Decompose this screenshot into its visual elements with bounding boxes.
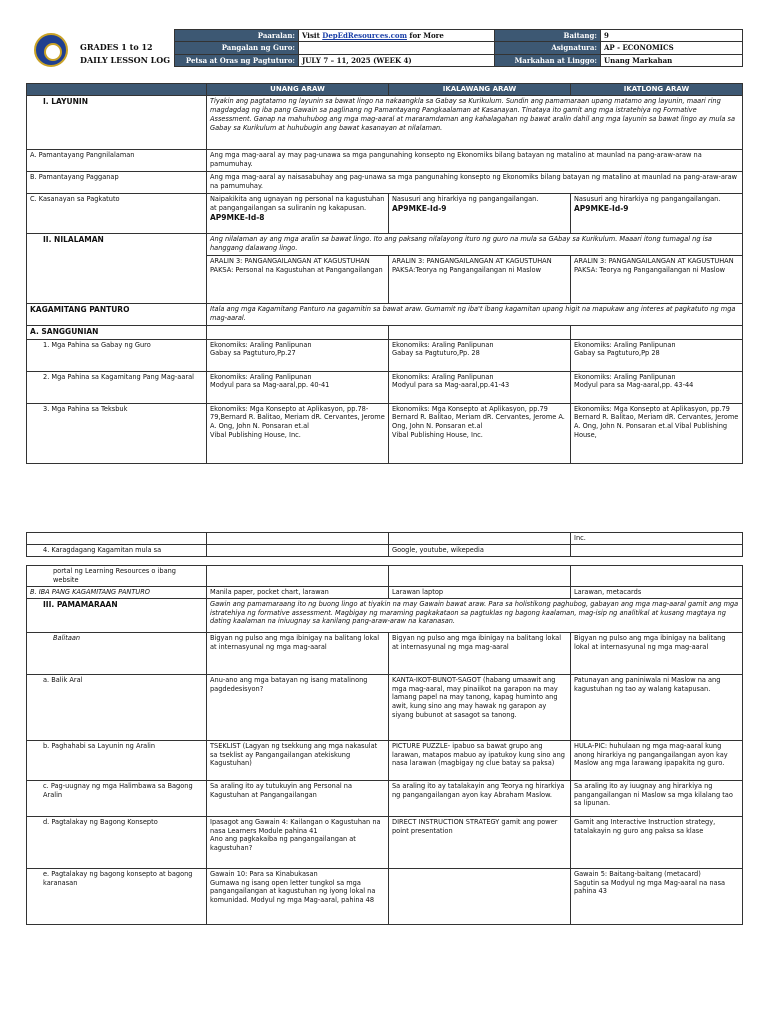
markahan-label: Markahan at Linggo: (495, 54, 601, 66)
teksbuk-label: 3. Mga Pahina sa Teksbuk (27, 403, 207, 463)
baitang-label: Baitang: (495, 30, 601, 42)
portal-day3 (571, 566, 743, 587)
paguugnay-day2: Sa araling ito ay tatalakayin ang Teorya ng hirarkiya ng pangangailangan ayon kay Abraham Maslow. (389, 780, 571, 816)
kagamitan-label: KAGAMITANG PANTURO (27, 304, 207, 326)
guro-label: Pangalan ng Guro: (175, 42, 299, 54)
balitaan-day1: Bigyan ng pulso ang mga ibinigay na balitang lokal at internasyunal ng mga mag-aaral (207, 632, 389, 674)
blank-cell (27, 533, 207, 545)
paghahabi-day1: TSEKLIST (Lagyan ng tsekkung ang mga nakasulat sa tseklist ay Pangangailangan atekiskung Kagustuhan) (207, 740, 389, 780)
pangnilalaman-text: Ang mga mag-aaral ay may pag-unawa sa mga pangunahing konsepto ng Ekonomiks bilang batayan ng matalino at maunlad na pang-araw-araw na pamumuhay. (207, 150, 743, 172)
pangnilalaman-label: A. Pamantayang Pangnilalaman (27, 150, 207, 172)
blank-cell (207, 533, 389, 545)
gabay-guro-day3: Ekonomiks: Araling Panlipunan Gabay sa Pagtuturo,Pp 28 (571, 339, 743, 371)
sanggunian-blank (571, 326, 743, 339)
teksbuk-day1: Ekonomiks: Mga Konsepto at Aplikasyon, pp.78-79,Bernard R. Balitao, Meriam dR. Cervantes, Jerome A. Ong, John N. Ponsaran et.al Vibal Publishing House, Inc. (207, 403, 389, 463)
bagong-konsepto-day3: Gawain 5: Baitang-baitang (metacard) Sagutin sa Modyul ng mga Mag-aaral na nasa pahina 43 (571, 868, 743, 924)
kasanayan-day1: Naipakikita ang ugnayan ng personal na kagustuhan at pangangailangan sa suliranin ng kakapusan. AP9MKE-Id-8 (207, 194, 389, 234)
nilalaman-label: II. NILALAMAN (27, 234, 207, 304)
karagdagang-kagamitan-label: 4. Karagdagang Kagamitan mula sa (27, 544, 207, 556)
paguugnay-label: c. Pag-uugnay ng mga Halimbawa sa Bagong Aralin (27, 780, 207, 816)
sanggunian-label: A. SANGGUNIAN (27, 326, 207, 339)
bagong-konsepto-day2 (389, 868, 571, 924)
nilalaman-day2: ARALIN 3: PANGANGAILANGAN AT KAGUSTUHAN PAKSA:Teorya ng Pangangailangan ni Maslow (389, 256, 571, 304)
magaaral-day3: Ekonomiks: Araling Panlipunan Modyul para sa Mag-aaral,pp. 43-44 (571, 371, 743, 403)
lesson-log-table (26, 83, 743, 464)
pagtalakay-day2: DIRECT INSTRUCTION STRATEGY gamit ang power point presentation (389, 816, 571, 868)
paaralan-value: Visit DepEdResources.com for More (299, 30, 495, 42)
balik-aral-day1: Anu-ano ang mga batayan ng isang matalinong pagdedesisyon? (207, 674, 389, 740)
balitaan-day3: Bigyan ng pulso ang mga ibinigay na balitang lokal at internasyunal ng mga mag-aaral (571, 632, 743, 674)
document-title (80, 41, 170, 67)
balik-aral-day2: KANTA-IKOT-BUNOT-SAGOT (habang umaawit ang mga mag-aaral, may pinaiikot na garapon na may lamang papel na may tanong, kapag huminto ang awit, kung sino ang may hawak ng garapon ay siyang bubunot at sasagot sa tanong. (389, 674, 571, 740)
portal-label: portal ng Learning Resources o ibang website (27, 566, 207, 587)
pamamaraan-label: III. PAMAMARAAN (27, 598, 207, 632)
bagong-konsepto-label: e. Pagtalakay ng bagong konsepto at bagong karanasan (27, 868, 207, 924)
competency-code: AP9MKE-Id-8 (210, 213, 265, 223)
markahan-value: Unang Markahan (601, 54, 743, 66)
column-unang-araw: UNANG ARAW (207, 84, 389, 96)
lesson-log-table-continued-top (26, 532, 743, 557)
iba-day3: Larawan, metacards (571, 586, 743, 598)
petsa-value: JULY 7 – 11, 2025 (WEEK 4) (299, 54, 495, 66)
iba-day2: Larawan laptop (389, 586, 571, 598)
sanggunian-blank (389, 326, 571, 339)
header-info-table (174, 29, 743, 67)
depedresources-link[interactable]: DepEdResources.com (322, 31, 407, 40)
pagtalakay-day1: Ipasagot ang Gawain 4: Kailangan o Kagustuhan na nasa Learners Module pahina 41 Ano ang pagkakaiba ng pangangailangan at kagustuhan? (207, 816, 389, 868)
portal-day1 (207, 566, 389, 587)
nilalaman-day3: ARALIN 3: PANGANGAILANGAN AT KAGUSTUHAN PAKSA: Teorya ng Pangangailangan ni Maslow (571, 256, 743, 304)
nilalaman-day1: ARALIN 3: PANGANGAILANGAN AT KAGUSTUHAN PAKSA: Personal na Kagustuhan at Pangangailangan (207, 256, 389, 304)
guro-value (299, 42, 495, 54)
kasanayan-day3: Nasusuri ang hirarkiya ng pangangailangan. AP9MKE-Id-9 (571, 194, 743, 234)
kasanayan-label: C. Kasanayan sa Pagkatuto (27, 194, 207, 234)
kagamitan-text: Itala ang mga Kagamitang Panturo na gagamitin sa bawat araw. Gumamit ng iba't ibang kagamitan upang higit na mapukaw ang interes at pagkatuto ng mga mag-aaral. (207, 304, 743, 326)
competency-code: AP9MKE-Id-9 (392, 204, 447, 214)
baitang-value: 9 (601, 30, 743, 42)
iba-pang-kagamitan-label: B. IBA PANG KAGAMITANG PANTURO (27, 586, 207, 598)
nilalaman-text: Ang nilalaman ay ang mga aralin sa bawat lingo. Ito ang paksang nilalayong ituro ng guro na mula sa GAbay sa Kurikulum. Maaari itong tumagal ng isa hanggang dalawang lingo. (207, 234, 743, 256)
kasanayan-day2: Nasusuri ang hirarkiya ng pangangailangan. AP9MKE-Id-9 (389, 194, 571, 234)
paaralan-label: Paaralan: (175, 30, 299, 42)
pagtalakay-label: d. Pagtalakay ng Bagong Konsepto (27, 816, 207, 868)
pamamaraan-text: Gawin ang pamamaraang ito ng buong lingo at tiyakin na may Gawain bawat araw. Para sa holistikong paghubog, gabayan ang mga mag-aaral gamit ang mga istratehiya ng formative assessment. Magbigay ng maraming pagkakataon sa pagtuklas ng bagong kaalaman, mag-isip ng analitikal at kusang magtaya ng dating kaalaman na iniuugnay sa kanilang pang-araw-araw na karanasan. (207, 598, 743, 632)
karagdagan-day2: Google, youtube, wikepedia (389, 544, 571, 556)
bagong-konsepto-day1: Gawain 10: Para sa Kinabukasan Gumawa ng isang open letter tungkol sa mga pangangailangan at kagustuhan ng iyong lokal na komunidad. Modyul ng mga Mag-aaral, pahina 48 (207, 868, 389, 924)
column-ikatlong-araw: IKATLONG ARAW (571, 84, 743, 96)
portal-day2 (389, 566, 571, 587)
iba-day1: Manila paper, pocket chart, larawan (207, 586, 389, 598)
gabay-guro-day1: Ekonomiks: Araling Panlipunan Gabay sa Pagtuturo,Pp.27 (207, 339, 389, 371)
layunin-text: Tiyakin ang pagtatamo ng layunin sa bawat lingo na nakaangkla sa Gabay sa Kurikulum. Sundin ang pamamaraan upang matamo ang layunin, maari ring magdagdag ng iba pang Gawain sa paglinang ng Pamantayang Pangkaalaman at Kasanayan. Tinataya ito gamit ang mga istratehiya ng Formative Assessment. Ganap na mahuhubog ang mga mag-aaral at mararamdaman ang kahalagahan ng bawat aralin dahil ang mga layunin sa bawat lingo ay mula sa Gabay sa Kurikulum at huhubugin ang bawat kasanayan at nilalaman. (207, 96, 743, 150)
balitaan-day2: Bigyan ng pulso ang mga ibinigay na balitang lokal at internasyunal ng mga mag-aaral (389, 632, 571, 674)
balitaan-label: Balitaan (27, 632, 207, 674)
karagdagan-day3 (571, 544, 743, 556)
teksbuk-continuation: Inc. (571, 533, 743, 545)
paghahabi-day2: PICTURE PUZZLE- ipabuo sa bawat grupo ang larawan, matapos mabuo ay ipatukoy kung sino ang nasa larawan (magbigay ng clue batay sa paksa) (389, 740, 571, 780)
grades-label: GRADES 1 to 12 (80, 42, 153, 52)
blank-cell (389, 533, 571, 545)
paguugnay-day3: Sa araling ito ay iuugnay ang hirarkiya ng pangangailangan ni Maslow sa mga kilalang tao sa lipunan. (571, 780, 743, 816)
asignatura-label: Asignatura: (495, 42, 601, 54)
corner-cell (27, 84, 207, 96)
paghahabi-label: b. Paghahabi sa Layunin ng Aralin (27, 740, 207, 780)
lesson-log-table-page2 (26, 565, 743, 925)
pagtalakay-day3: Gamit ang Interactive Instruction strategy, tatalakayin ng guro ang paksa sa klase (571, 816, 743, 868)
paghahabi-day3: HULA-PIC: huhulaan ng mga mag-aaral kung anong hirarkiya ng pangangailangan ayon kay Maslow ang mga larawang ipapakita ng guro. (571, 740, 743, 780)
pagganap-label: B. Pamantayang Pagganap (27, 172, 207, 194)
balik-aral-label: a. Balik Aral (27, 674, 207, 740)
teksbuk-day2: Ekonomiks: Mga Konsepto at Aplikasyon, pp.79 Bernard R. Balitao, Meriam dR. Cervantes, Jerome A. Ong, John N. Ponsaran et.al Vibal Publishing House, Inc. (389, 403, 571, 463)
paguugnay-day1: Sa araling ito ay tutukuyin ang Personal na Kagustuhan at Pangangailangan (207, 780, 389, 816)
deped-seal-logo (34, 33, 68, 67)
pagganap-text: Ang mga mag-aaral ay naisasabuhay ang pag-unawa sa mga pangunahing konsepto ng Ekonomiks bilang batayan ng matalino at maunlad na pang-araw-araw na pamumuhay. (207, 172, 743, 194)
competency-code: AP9MKE-Id-9 (574, 204, 629, 214)
daily-lesson-log-label: DAILY LESSON LOG (80, 54, 171, 65)
asignatura-value: AP - ECONOMICS (601, 42, 743, 54)
magaaral-day2: Ekonomiks: Araling Panlipunan Modyul para sa Mag-aaral,pp.41-43 (389, 371, 571, 403)
petsa-label: Petsa at Oras ng Pagtuturo: (175, 54, 299, 66)
layunin-label: I. LAYUNIN (27, 96, 207, 150)
karagdagan-day1 (207, 544, 389, 556)
teksbuk-day3: Ekonomiks: Mga Konsepto at Aplikasyon, pp.79 Bernard R. Balitao, Meriam dR. Cervantes, Jerome A. Ong, John N. Ponsaran et.al Vibal Publishing House, (571, 403, 743, 463)
sanggunian-blank (207, 326, 389, 339)
gabay-guro-day2: Ekonomiks: Araling Panlipunan Gabay sa Pagtuturo,Pp. 28 (389, 339, 571, 371)
column-ikalawang-araw: IKALAWANG ARAW (389, 84, 571, 96)
gabay-guro-label: 1. Mga Pahina sa Gabay ng Guro (27, 339, 207, 371)
magaaral-day1: Ekonomiks: Araling Panlipunan Modyul para sa Mag-aaral,pp. 40-41 (207, 371, 389, 403)
kagamitang-magaaral-label: 2. Mga Pahina sa Kagamitang Pang Mag-aaral (27, 371, 207, 403)
balik-aral-day3: Patunayan ang paniniwala ni Maslow na ang kagustuhan ng tao ay walang katapusan. (571, 674, 743, 740)
